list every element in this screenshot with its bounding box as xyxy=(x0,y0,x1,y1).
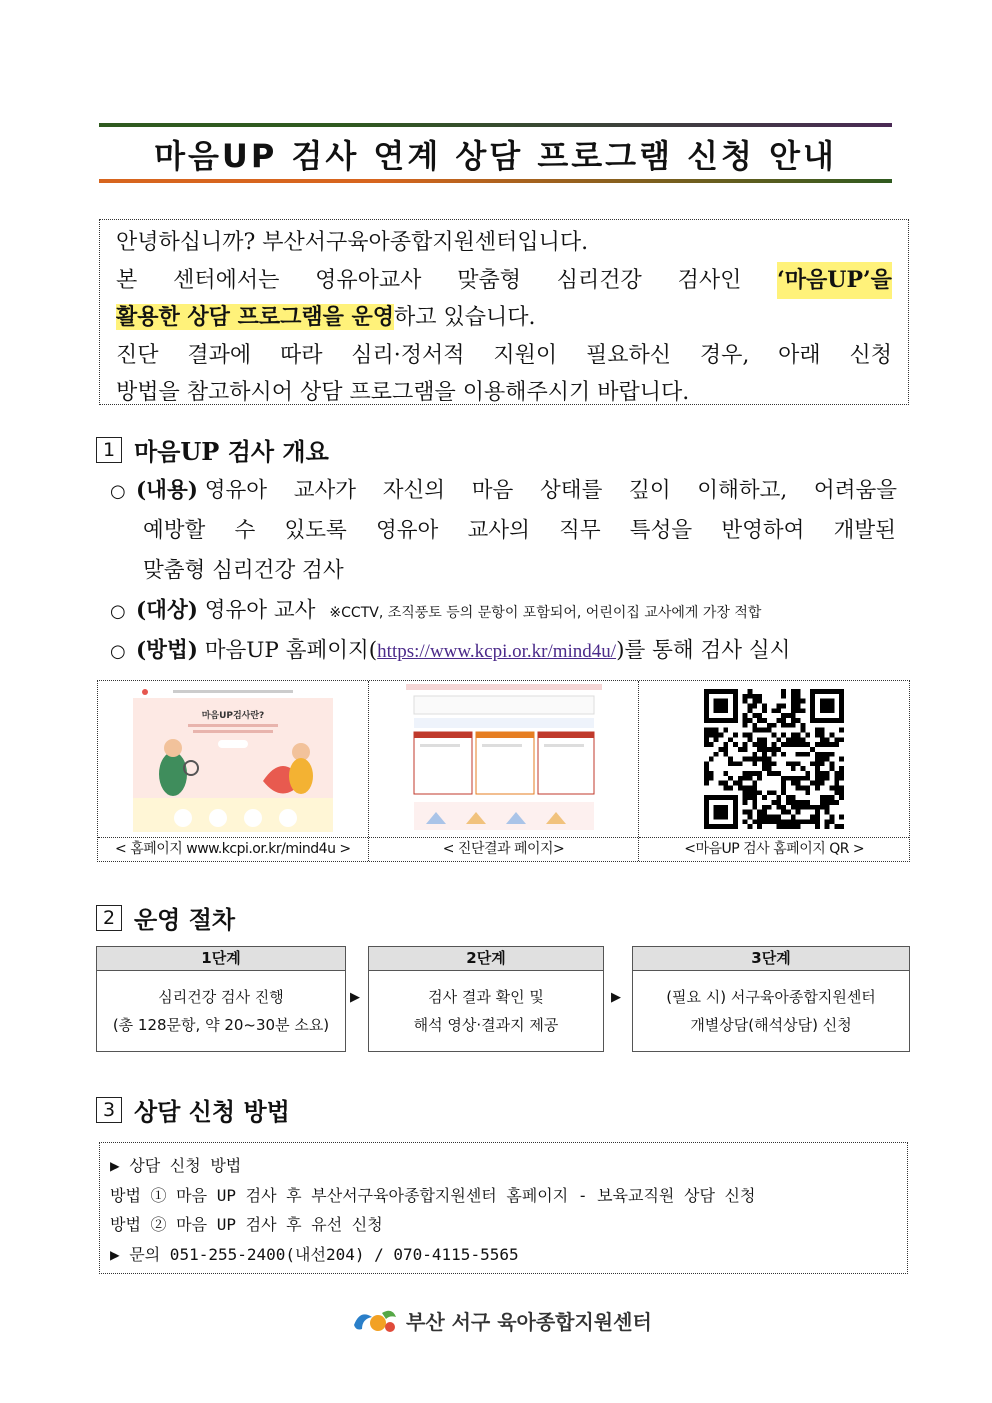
homepage-screenshot xyxy=(98,681,368,838)
footer-logo xyxy=(348,1302,652,1338)
bullet-text: 마음UP 홈페이지( xyxy=(204,638,378,663)
bullet-target xyxy=(110,591,761,633)
homepage-banner-text: 마음UP검사란? xyxy=(201,711,265,722)
bullet-word: 어려움을 xyxy=(813,478,897,503)
bullet-word: 영유아 xyxy=(376,518,439,543)
bullet-word: 특성을 xyxy=(629,518,693,543)
step-head: 2단계 xyxy=(369,947,603,971)
page-title: 마음UP 검사 연계 상담 프로그램 신청 안내 xyxy=(154,137,837,175)
step-text: 해석 영상·결과지 제공 xyxy=(413,1016,559,1034)
step-text: (필요 시) 서구육아종합지원센터 xyxy=(666,988,876,1006)
image-table xyxy=(97,680,910,862)
intro-line-5: 방법을 참고하시어 상담 프로그램을 이용해주시기 바랍니다. xyxy=(116,380,690,405)
center-name: 부산 서구 육아종합지원센터 xyxy=(406,1309,652,1334)
bullet-content-line-2 xyxy=(143,511,896,551)
section-number: 3 xyxy=(96,1097,122,1123)
bullet-note: ※CCTV, 조직풍토 등의 문항이 포함되어, 어린이집 교사에게 가장 적합 xyxy=(329,605,762,621)
qr-area xyxy=(639,681,909,838)
bullet-word: 자신의 xyxy=(382,478,446,503)
step-text: 검사 결과 확인 및 xyxy=(428,988,544,1006)
result-screenshot xyxy=(369,681,639,838)
bullet-word: 개발된 xyxy=(833,518,896,543)
intro-highlight: ‘마음UP’을 xyxy=(777,262,892,300)
qr-caption: <마음UP 검사 홈페이지 QR > xyxy=(684,841,865,858)
intro-word: 본 xyxy=(116,267,138,293)
bullet-word: 반영하여 xyxy=(721,518,805,543)
result-cell xyxy=(369,681,640,861)
intro-word: 심리건강 xyxy=(556,267,642,293)
apply-line: ▶ 문의 051-255-2400(내선204) / 070-4115-5565 xyxy=(110,1244,519,1264)
homepage-caption: < 홈페이지 www.kcpi.or.kr/mind4u > xyxy=(115,841,351,858)
bullet-label: (방법) xyxy=(136,638,198,663)
section-3-heading xyxy=(96,1092,290,1127)
step-body xyxy=(633,971,909,1039)
intro-text: 하고 있습니다. xyxy=(394,305,536,330)
bullet-mark: ○ xyxy=(110,641,126,662)
qr-cell xyxy=(639,681,909,861)
step-1 xyxy=(96,946,346,1052)
section-2-heading xyxy=(96,900,235,935)
step-text: (총 128문항, 약 20~30분 소요) xyxy=(112,1016,330,1034)
intro-word: 영유아교사 xyxy=(315,267,422,293)
homepage-illustration xyxy=(133,686,333,832)
bullet-method xyxy=(110,631,790,672)
step-body xyxy=(97,971,345,1039)
bullet-label: (내용) xyxy=(136,478,198,503)
apply-line: 방법 ① 마음 UP 검사 후 부산서구육아종합지원센터 홈페이지 - 보육교직원 상담 신청 xyxy=(110,1185,756,1205)
bullet-word: 마음 xyxy=(471,478,514,503)
bullet-text: 영유아 교사 xyxy=(204,598,316,623)
title-top-rule xyxy=(99,123,892,127)
arrow-icon: ▶ xyxy=(611,990,621,1005)
intro-word: 지원이 xyxy=(493,342,558,368)
intro-line-3 xyxy=(116,299,892,337)
intro-line-1: 안녕하십니까? 부산서구육아종합지원센터입니다. xyxy=(116,230,589,255)
section-title: 상담 신청 방법 xyxy=(134,1097,290,1126)
intro-word: 심리·정서적 xyxy=(351,342,465,368)
section-number: 2 xyxy=(96,905,122,931)
intro-word: 아래 xyxy=(778,342,821,368)
step-text: 심리건강 검사 진행 xyxy=(158,988,284,1006)
bullet-mark: ○ xyxy=(110,481,126,502)
bullet-word: 직무 xyxy=(559,518,601,543)
result-page-illustration xyxy=(406,684,602,834)
section-title: 마음UP 검사 개요 xyxy=(134,437,329,466)
center-logo-icon xyxy=(348,1303,400,1337)
bullet-word: 이해하고, xyxy=(697,478,788,503)
bullet-word: 영유아 xyxy=(204,478,268,503)
bullet-word: 교사가 xyxy=(293,478,357,503)
title-banner xyxy=(99,123,892,183)
apply-line: ▶ 상담 신청 방법 xyxy=(110,1156,242,1175)
title-bottom-rule xyxy=(99,179,892,183)
section-number: 1 xyxy=(96,437,122,463)
intro-word: 경우, xyxy=(699,342,750,368)
bullet-word: 깊이 xyxy=(629,478,671,503)
intro-word: 따라 xyxy=(279,342,323,368)
step-text: 개별상담(해석상담) 신청 xyxy=(690,1016,852,1034)
intro-box xyxy=(99,219,909,405)
intro-word: 검사인 xyxy=(677,267,742,293)
intro-word: 필요하신 xyxy=(585,342,671,368)
step-3 xyxy=(632,946,910,1052)
section-title: 운영 절차 xyxy=(134,905,236,934)
apply-line: 방법 ② 마음 UP 검사 후 유선 신청 xyxy=(110,1215,383,1234)
homepage-cell xyxy=(98,681,369,861)
bullet-word: 예방할 xyxy=(143,518,206,543)
bullet-word: 교사의 xyxy=(467,518,530,543)
bullet-word: 수 xyxy=(234,518,256,543)
bullet-word: 상태를 xyxy=(540,478,603,503)
result-caption: < 진단결과 페이지> xyxy=(442,841,565,858)
intro-word: 맞춤형 xyxy=(457,267,521,293)
step-head: 3단계 xyxy=(633,947,909,971)
step-2 xyxy=(368,946,604,1052)
intro-word: 결과에 xyxy=(187,342,252,368)
qr-code-icon[interactable] xyxy=(704,689,844,829)
bullet-label: (대상) xyxy=(136,598,198,623)
homepage-link[interactable]: https://www.kcpi.or.kr/mind4u/ xyxy=(377,641,617,662)
step-body xyxy=(369,971,603,1039)
intro-word: 센터에서는 xyxy=(173,267,280,293)
arrow-icon: ▶ xyxy=(350,990,360,1005)
step-head: 1단계 xyxy=(97,947,345,971)
apply-box xyxy=(99,1142,908,1274)
bullet-content xyxy=(110,471,897,512)
intro-line-4 xyxy=(116,337,892,375)
bullet-mark: ○ xyxy=(110,601,126,622)
bullet-content-line-3: 맞춤형 심리건강 검사 xyxy=(143,558,344,583)
intro-word: 진단 xyxy=(116,342,159,368)
intro-highlight: 활용한 상담 프로그램을 운영 xyxy=(116,304,395,330)
bullet-text: )를 통해 검사 실시 xyxy=(616,638,791,663)
section-1-heading xyxy=(96,432,329,467)
intro-word: 신청 xyxy=(849,342,892,368)
intro-line-2 xyxy=(116,262,892,300)
bullet-word: 있도록 xyxy=(284,518,347,543)
